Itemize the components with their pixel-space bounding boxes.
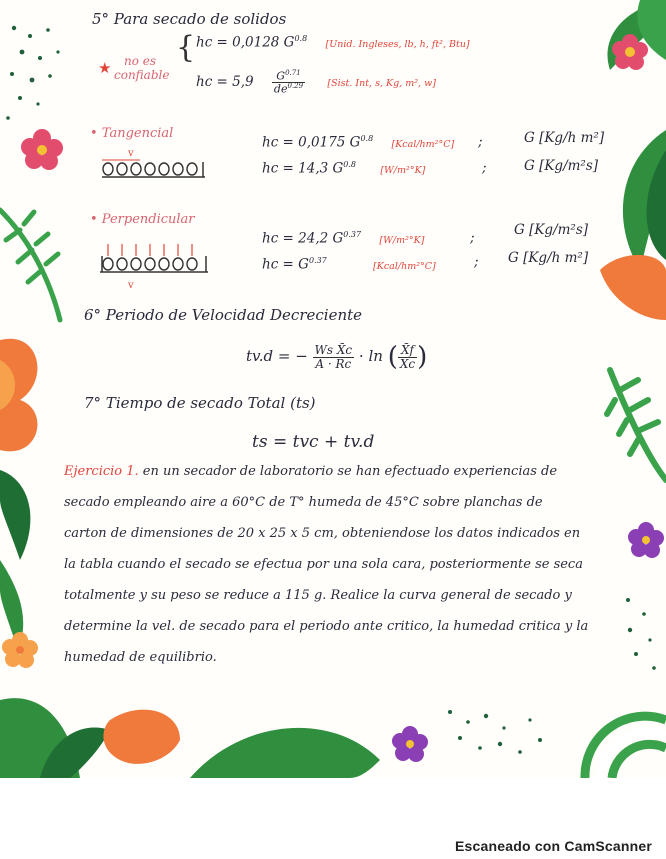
perp-eq2-unit: [Kcal/hm²°C] — [373, 260, 436, 272]
s6-lnum: X̄f — [398, 344, 417, 358]
perp-eq1-exp: 0.37 — [343, 230, 362, 239]
s5-eq1-text: hc = 0,0128 G — [196, 34, 295, 51]
tang-eq2-unit: [W/m²°K] — [380, 164, 426, 176]
perp-g2: G [Kg/h m²] — [508, 250, 589, 266]
exercise-line-6: determine la vel. de secado para el periodo ante critico, la humedad critica y la — [64, 619, 589, 634]
section-7-title: 7° Tiempo de secado Total (ts) — [84, 394, 316, 412]
s6-paren-open: ( — [387, 342, 398, 372]
perp-eq1-unit: [W/m²°K] — [379, 234, 425, 246]
s5-eq1-exp: 0.8 — [294, 34, 308, 43]
s6-equation — [246, 342, 427, 372]
s5-eq2-den-exp: 0.29 — [287, 82, 304, 91]
star-icon: ★ — [98, 59, 112, 77]
s5-eq1-unit: [Unid. Ingleses, lb, h, ft², Btu] — [325, 38, 470, 50]
perp-semi1: ; — [470, 230, 475, 246]
s6-lnfrac — [398, 344, 417, 370]
exercise-line-7: humedad de equilibrio. — [64, 650, 217, 665]
s5-eq2-num: G — [276, 69, 286, 83]
s5-eq2 — [196, 70, 436, 95]
perp-eq2-text: hc = G — [262, 256, 309, 273]
perp-eq1-text: hc = 24,2 G — [262, 230, 344, 247]
s6-ln: · ln — [358, 347, 383, 365]
exercise-line-3: carton de dimensiones de 20 x 25 x 5 cm, obteniendose los datos indicados en — [64, 526, 581, 541]
tang-eq1 — [262, 134, 454, 151]
tang-eq1-text: hc = 0,0175 G — [262, 134, 361, 151]
s5-eq1 — [196, 34, 470, 51]
s6-paren-close: ) — [417, 342, 428, 372]
tang-eq2-text: hc = 14,3 G — [262, 160, 344, 177]
exercise-line-4: la tabla cuando el secado se efectua por una sola cara, posteriormente se seca — [64, 557, 583, 572]
s5-eq2-den: de — [273, 82, 288, 96]
s5-eq2-text: hc = 5,9 — [196, 74, 254, 91]
tang-eq1-unit: [Kcal/hm²°C] — [391, 138, 455, 150]
tangencial-diagram — [100, 158, 210, 180]
exercise-label: Ejercicio 1. — [64, 464, 139, 479]
s5-eq2-unit: [Sist. Int, s, Kg, m², w] — [327, 78, 436, 90]
s7-equation: ts = tvc + tv.d — [252, 432, 375, 452]
perpendicular-marker: v — [128, 280, 134, 291]
s5-eq2-frac — [272, 70, 305, 95]
perp-semi2: ; — [474, 254, 479, 270]
perpendicular-label: • Perpendicular — [90, 212, 195, 227]
note-no-es: no es — [124, 54, 157, 68]
tang-g2: G [Kg/m²s] — [524, 158, 599, 174]
camscanner-footer: Escaneado con CamScanner — [455, 838, 652, 854]
tangencial-marker: v — [128, 148, 134, 159]
s6-frac — [313, 344, 355, 370]
tang-g1: G [Kg/h m²] — [524, 130, 605, 146]
brace-icon: { — [176, 30, 196, 65]
perp-eq2-exp: 0.37 — [308, 256, 327, 265]
tangencial-label: • Tangencial — [90, 126, 174, 141]
tang-eq1-exp: 0.8 — [360, 134, 374, 143]
exercise-line-5: totalmente y su peso se reduce a 115 g. Realice la curva general de secado y — [64, 588, 572, 603]
tang-eq2-exp: 0.8 — [343, 160, 357, 169]
s6-num: Ws X̄c — [314, 342, 353, 357]
section-6-title: 6° Periodo de Velocidad Decreciente — [84, 306, 363, 324]
exercise-line-1 — [64, 464, 557, 479]
tang-semi2: ; — [482, 160, 487, 176]
perp-g1: G [Kg/m²s] — [514, 222, 589, 238]
perp-eq1 — [262, 230, 424, 247]
perp-eq2 — [262, 256, 436, 273]
perpendicular-diagram — [100, 244, 212, 288]
s6-lden: X̄c — [399, 356, 416, 371]
exercise-line-1-rest: en un secador de laboratorio se han efectuado experiencias de — [138, 464, 558, 479]
section-5-title: 5° Para secado de solidos — [92, 10, 287, 28]
s6-den: A · Rc — [315, 356, 352, 371]
exercise-line-2: secado empleando aire a 60°C de T° humeda de 45°C sobre planchas de — [64, 495, 543, 510]
tang-semi1: ; — [478, 134, 483, 150]
s6-lhs: tv.d = − — [246, 347, 308, 365]
tang-eq2 — [262, 160, 425, 177]
s5-eq2-num-exp: 0.71 — [285, 69, 301, 77]
note-confiable: confiable — [114, 68, 170, 82]
